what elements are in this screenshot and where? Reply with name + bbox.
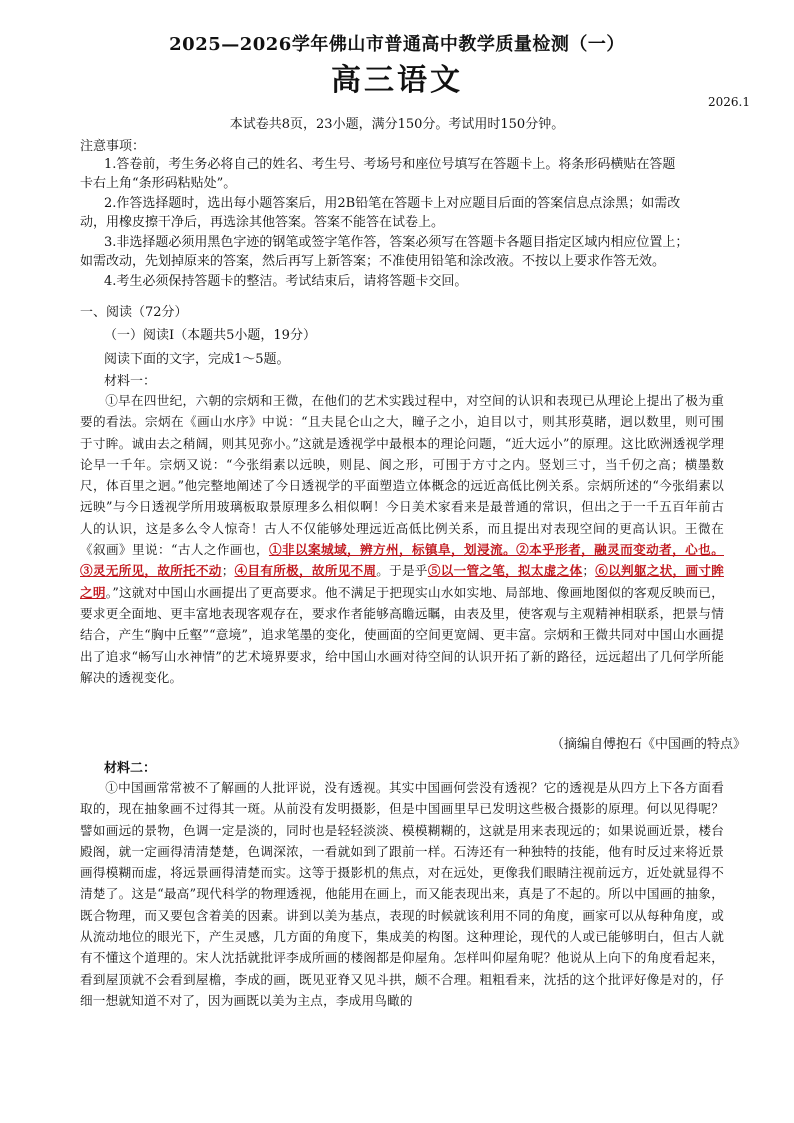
highlight-quote: ⑥以判躯之状，画寸眸之明	[80, 563, 724, 600]
notice-item: 3.非选择题必须用黑色字迹的钢笔或签字笔作答，答案必须写在答题卡各题目指定区域内相应位置上；	[104, 235, 689, 250]
highlight-quote: ⑤以一管之笔，拟太虚之体	[427, 563, 583, 579]
connector-text: 。于是乎	[376, 563, 428, 579]
exam-info: 本试卷共8页，23小题，满分150分。考试用时150分钟。	[229, 117, 565, 132]
subject-title: 高三语文	[331, 63, 463, 98]
notice-title: 注意事项：	[80, 139, 146, 154]
exam-title: 2025—2026学年佛山市普通高中教学质量检测（一）	[169, 34, 625, 55]
material-1-text	[80, 390, 724, 730]
material-1-source: （摘编自傅抱石《中国画的特点》	[550, 737, 746, 752]
section-subtitle: （一）阅读Ⅰ（本题共5小题，19分）	[104, 328, 316, 343]
notice-item: 4.考生必须保持答题卡的整洁。考试结束后，请将答题卡交回。	[104, 274, 468, 289]
notice-item: 1.答卷前，考生务必将自己的姓名、考生号、考场号和座位号填写在答题卡上。将条形码横贴在答题	[104, 157, 676, 172]
section-title: 一、阅读（72分）	[80, 305, 188, 320]
material-1-text-after: 。”这就对中国山水画提出了更高要求。他不满足于把现实山水如实地、局部地、像画地图似的客观反映而已，要求更全面地、更丰富地表现客观存在，要求作者能够高瞻远瞩，由表及里，使客观与主观精神相联系，把景与情结合，产生“胸中丘壑”“意境”，追求笔墨的变化，使画面的空间更宽阔、更丰富。宗炳和王微共同对中国山水画提出了追求“畅写山水神情”的艺术境界要求，给中国山水画对待空间的认识开拓了新的路径，远远超出了几何学所能解决的透视变化。	[80, 584, 724, 685]
exam-date: 2026.1	[708, 95, 750, 109]
notice-item: 动，用橡皮擦干净后，再选涂其他答案。答案不能答在试卷上。	[80, 215, 445, 230]
section-instruction: 阅读下面的文字，完成1～5题。	[104, 352, 290, 367]
punctuation: ；	[221, 563, 235, 579]
notice-item: 卡右上角“条形码粘贴处”。	[80, 176, 237, 191]
material-2-text: ①中国画常常被不了解画的人批评说，没有透视。其实中国画何尝没有透视？它的透视是从四方上下各方面看取的，现在抽象画不过得其一斑。从前没有发明摄影，但是中国画里早已发明这些极合摄影的原理。何以见得呢？譬如画远的景物，色调一定是淡的，同时也是轻轻淡淡、模模糊糊的，这就是用来表现远的；如果说画近景，楼台殿阁，就一定画得清清楚楚，色调深浓，一看就如到了跟前一样。石涛还有一种独特的技能，他有时反过来将近景画得模糊而虚，将远景画得清楚而实。这等于摄影机的焦点，对在远处，更像我们眼睛注视前远方，近处就显得不清楚了。这是“最高”现代科学的物理透视，他能用在画上，而又能表现出来，真是了不起的。所以中国画的抽象，既合物理，而又要包含着美的因素。讲到以美为基点，表现的时候就该利用不同的角度，画家可以从每种角度，或从流动地位的眼光下，产生灵感，几方面的角度下，集成美的构图。这种理论，现代的人或已能够明白，但古人就有不懂这个道理的。宋人沈括就批评李成所画的楼阁都是仰屋角。怎样叫仰屋角呢？他说从上向下的角度看起来，看到屋顶就不会看到屋檐，李成的画，既见亚脊又见斗拱，颇不合理。粗粗看来，沈括的这个批评好像是对的，仔细一想就知道不对了，因为画既以美为主点，李成用鸟瞰的	[80, 780, 724, 1008]
highlight-quote: ①非以案城域，辨方州，标镇阜，划浸流。②本乎形者，融灵而变动者，心也。③灵无所见，故所托不动	[80, 542, 724, 579]
material-2-label: 材料二：	[104, 761, 157, 776]
material-1-text-before: ①早在四世纪，六朝的宗炳和王微，在他们的艺术实践过程中，对空间的认识和表现已从理论上提出了极为重要的看法。宗炳在《画山水序》中说：“且夫昆仑山之大，瞳子之小，迫目以寸，则其形莫睹，迥以数里，则可围于寸眸。诚由去之稍阔，则其见弥小。”这就是透视学中最根本的理论问题，“近大远小”的原理。这比欧洲透视学理论早一千年。宗炳又说：“今张绢素以远映，则昆、阆之形，可围于方寸之内。竖划三寸，当千仞之高；横墨数尺，体百里之迥。”他完整地阐述了今日透视学的平面塑造立体概念的远近高低比例关系。宗炳所述的“今张绢素以远映”与今日透视学所用玻璃板取景原理多么相似啊！今日美术家看来是最普通的常识，但出之于一千五百年前古人的认识，这是多么令人惊奇！古人不仅能够处理远近高低比例关系，而且提出对表现空间的更高认识。王微在《叙画》里说：“古人之作画也，	[80, 393, 724, 558]
notice-item: 2.作答选择题时，选出每小题答案后，用2B铅笔在答题卡上对应题目后面的答案信息点涂黑；如需改	[104, 196, 681, 211]
punctuation: ；	[582, 563, 596, 579]
material-1-label: 材料一：	[104, 374, 157, 389]
highlight-quote: ④目有所极，故所见不周	[234, 563, 377, 579]
notice-item: 如需改动，先划掉原来的答案，然后再写上新答案；不准使用铅笔和涂改液。不按以上要求作答无效。	[80, 254, 666, 269]
